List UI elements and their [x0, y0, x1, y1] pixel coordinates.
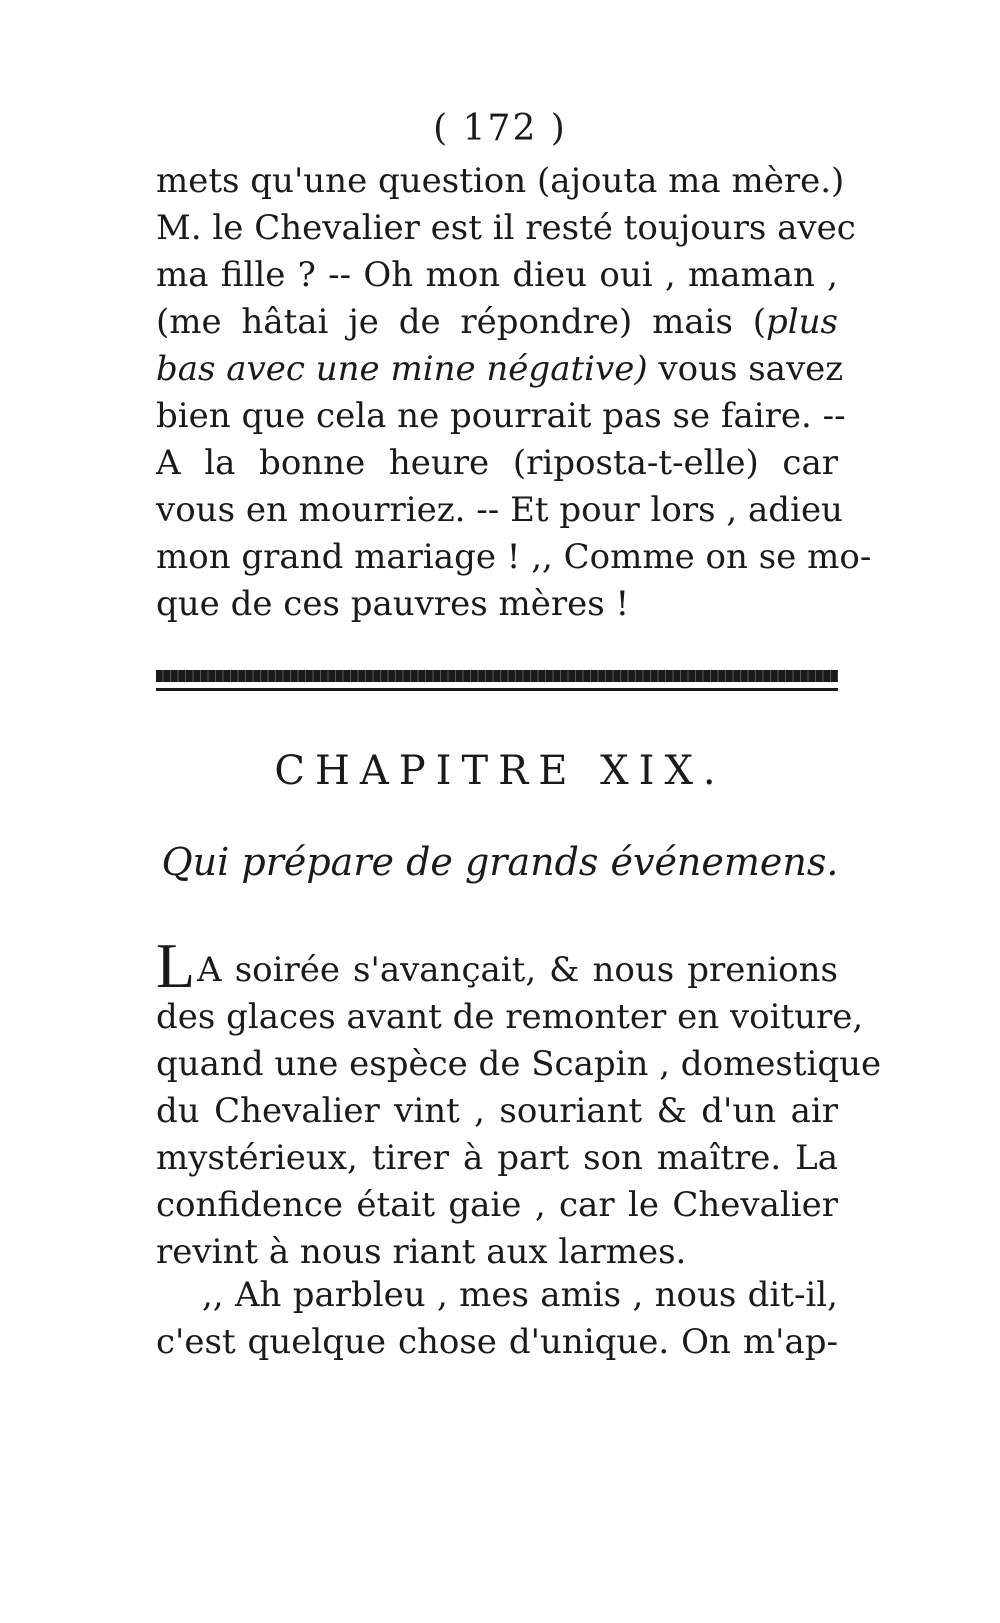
page-number: ( 172 ) — [433, 108, 567, 149]
text-line: mets qu'une question (ajouta ma mère.) — [156, 161, 845, 201]
italic-segment: plus — [766, 302, 838, 342]
text-segment: vous savez — [647, 349, 844, 389]
text-line: ,, Ah parbleu , mes amis , nous dit-il, — [202, 1275, 838, 1315]
italic-segment: bas avec une mine négative) — [156, 349, 648, 389]
text-line: ma fille ? -- Oh mon dieu oui , maman , — [156, 255, 838, 295]
text-segment: A soirée s'avançait, & nous prenions — [197, 950, 838, 990]
body-paragraph-2 — [156, 1272, 838, 1366]
text-line: mystérieux, tirer à part son maître. La — [156, 1138, 838, 1178]
text-segment: (me hâtai je de répondre) mais ( — [156, 302, 767, 342]
drop-cap: L — [156, 930, 196, 1001]
text-line: c'est quelque chose d'unique. On m'ap- — [156, 1322, 838, 1362]
ornamental-rule — [156, 670, 838, 691]
text-line: que de ces pauvres mères ! — [156, 584, 630, 624]
rule-thin-bar — [156, 688, 838, 691]
text-line: du Chevalier vint , souriant & d'un air — [156, 1091, 838, 1131]
text-line: confidence était gaie , car le Chevalier — [156, 1185, 838, 1225]
text-line: mon grand mariage ! ,, Comme on se mo- — [156, 537, 872, 577]
text-line-mixed — [156, 346, 844, 393]
text-line: revint à nous riant aux larmes. — [156, 1232, 687, 1272]
text-line: M. le Chevalier est il resté toujours avec — [156, 208, 856, 248]
text-line: vous en mourriez. -- Et pour lors , adieu — [156, 490, 843, 530]
chapter-subtitle: Qui prépare de grands événemens. — [161, 840, 839, 884]
text-line: A la bonne heure (riposta-t-elle) car — [156, 443, 838, 483]
text-line: des glaces avant de remonter en voiture, — [156, 997, 864, 1037]
text-line-mixed — [156, 299, 838, 346]
text-line: bien que cela ne pourrait pas se faire. -- — [156, 396, 846, 436]
rule-thick-bar — [156, 670, 838, 682]
top-paragraph — [156, 158, 872, 628]
text-line-first — [156, 930, 838, 1001]
chapter-title: CHAPITRE XIX. — [274, 748, 726, 794]
text-line: quand une espèce de Scapin , domestique — [156, 1044, 882, 1084]
body-paragraph-1 — [156, 930, 882, 1276]
